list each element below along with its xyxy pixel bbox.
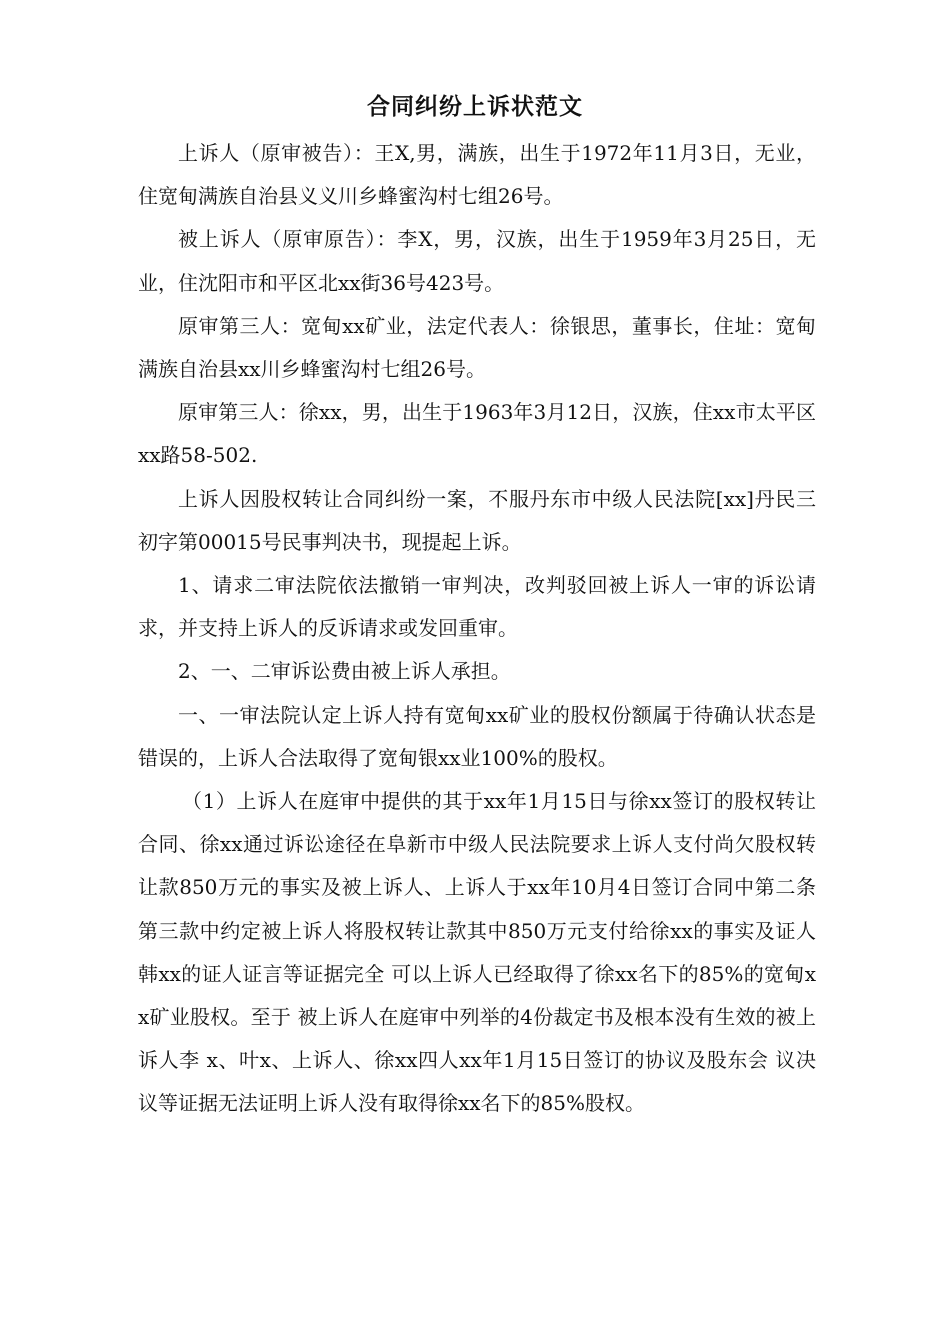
argument-1-detail-paragraph: （1）上诉人在庭审中提供的其于xx年1月15日与徐xx签订的股权转让合同、徐xx通过诉讼途径在阜新市中级人民法院要求上诉人支付尚欠股权转让款850万元的事实及被上诉人、上诉人于xx年10月4日签订合同中第二条第三款中约定被上诉人将股权转让款其中850万元支付给徐xx的事实及证人韩xx的证人证言等证据完全 可以上诉人已经取得了徐xx名下的85%的宽甸xx矿业股权。至于 被上诉人在庭审中列举的4份裁定书及根本没有生效的被上诉人李 x、叶x、上诉人、徐xx四人xx年1月15日签订的协议及股东会 议决议等证据无法证明上诉人没有取得徐xx名下的85%股权。 <box>138 789 816 1116</box>
request-1-paragraph: 1、请求二审法院依法撤销一审判决，改判驳回被上诉人一审的诉讼请求，并支持上诉人的反诉请求或发回重审。 <box>138 573 816 641</box>
document-body <box>138 132 816 1126</box>
argument-1-paragraph: 一、一审法院认定上诉人持有宽甸xx矿业的股权份额属于待确认状态是错误的，上诉人合法取得了宽甸银xx业100%的股权。 <box>138 702 816 770</box>
appellant-paragraph: 上诉人（原审被告）：王X,男，满族，出生于1972年11月3日，无业，住宽甸满族自治县义义川乡蜂蜜沟村七组26号。 <box>138 141 816 209</box>
appeal-reason-paragraph: 上诉人因股权转让合同纠纷一案，不服丹东市中级人民法院[xx]丹民三初字第00015号民事判决书，现提起上诉。 <box>138 486 816 554</box>
third-party-company-paragraph: 原审第三人：宽甸xx矿业，法定代表人：徐银思，董事长，住址：宽甸满族自治县xx川乡蜂蜜沟村七组26号。 <box>138 313 816 382</box>
request-2-paragraph: 2、一、二审诉讼费由被上诉人承担。 <box>178 659 511 684</box>
third-party-person-paragraph: 原审第三人：徐xx，男，出生于1963年3月12日，汉族，住xx市太平区xx路58-502. <box>138 400 816 468</box>
appellee-paragraph: 被上诉人（原审原告）：李X，男，汉族，出生于1959年3月25日，无业，住沈阳市和平区北xx街36号423号。 <box>138 227 816 295</box>
document-title: 合同纠纷上诉状范文 <box>367 94 583 120</box>
